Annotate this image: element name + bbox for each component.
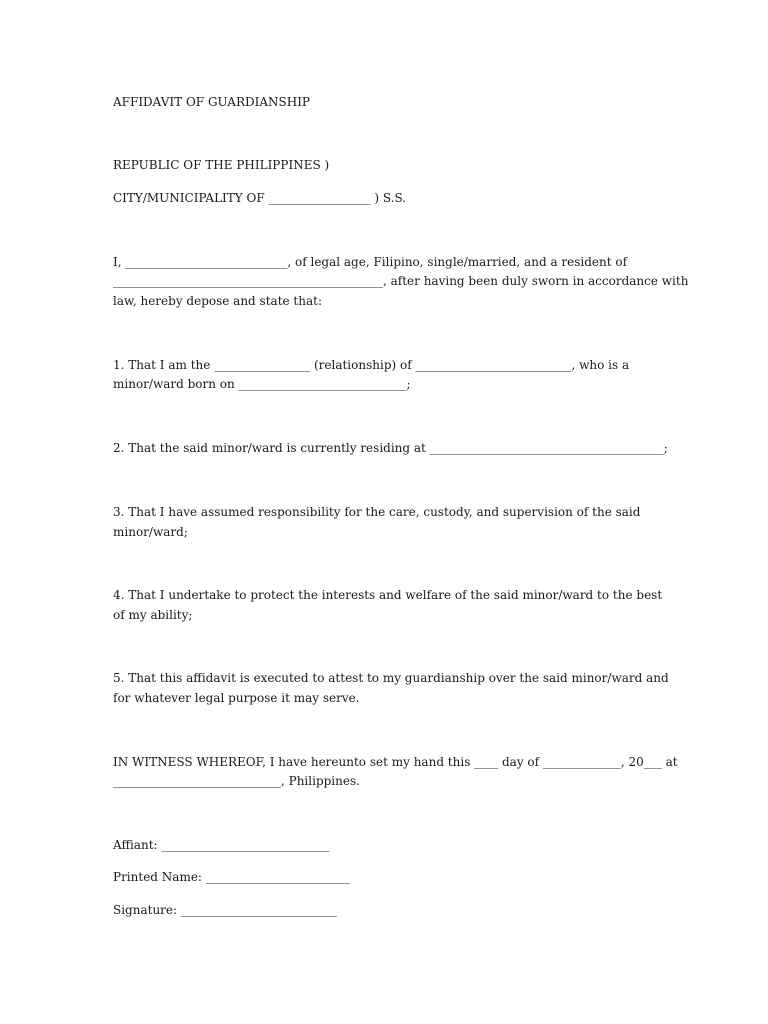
affiant-line: Affiant: ____________________________ [113, 838, 330, 852]
venue-line-republic: REPUBLIC OF THE PHILIPPINES ) [113, 158, 330, 172]
item-1-line-1: 1. That I am the ________________ (relationship) of __________________________, who is a [113, 358, 630, 372]
item-1-line-2: minor/ward born on ____________________________; [113, 377, 411, 391]
intro-line-3: law, hereby depose and state that: [113, 294, 322, 308]
venue-line-city: CITY/MUNICIPALITY OF _________________ ) S.S. [113, 191, 407, 205]
item-5-line-1: 5. That this affidavit is executed to attest to my guardianship over the said minor/ward and [113, 671, 669, 685]
item-2-line-1: 2. That the said minor/ward is currently residing at _______________________________________; [113, 441, 668, 455]
printed-name-line: Printed Name: ________________________ [113, 870, 350, 884]
item-4-line-1: 4. That I undertake to protect the interests and welfare of the said minor/ward to the best [113, 588, 663, 602]
intro-line-1: I, ___________________________, of legal age, Filipino, single/married, and a resident of [113, 255, 628, 269]
item-5-line-2: for whatever legal purpose it may serve. [113, 691, 360, 705]
intro-line-2: _____________________________________________, after having been duly sworn in accordance with [113, 274, 689, 288]
item-3-line-2: minor/ward; [113, 525, 188, 539]
item-3-line-1: 3. That I have assumed responsibility for the care, custody, and supervision of the said [113, 505, 641, 519]
item-4-line-2: of my ability; [113, 608, 193, 622]
signature-line: Signature: __________________________ [113, 903, 337, 917]
witness-line-1: IN WITNESS WHEREOF, I have hereunto set my hand this ____ day of _____________, 20___ at [113, 755, 678, 769]
document-title: AFFIDAVIT OF GUARDIANSHIP [113, 95, 311, 109]
witness-line-2: ____________________________, Philippines. [113, 774, 360, 788]
